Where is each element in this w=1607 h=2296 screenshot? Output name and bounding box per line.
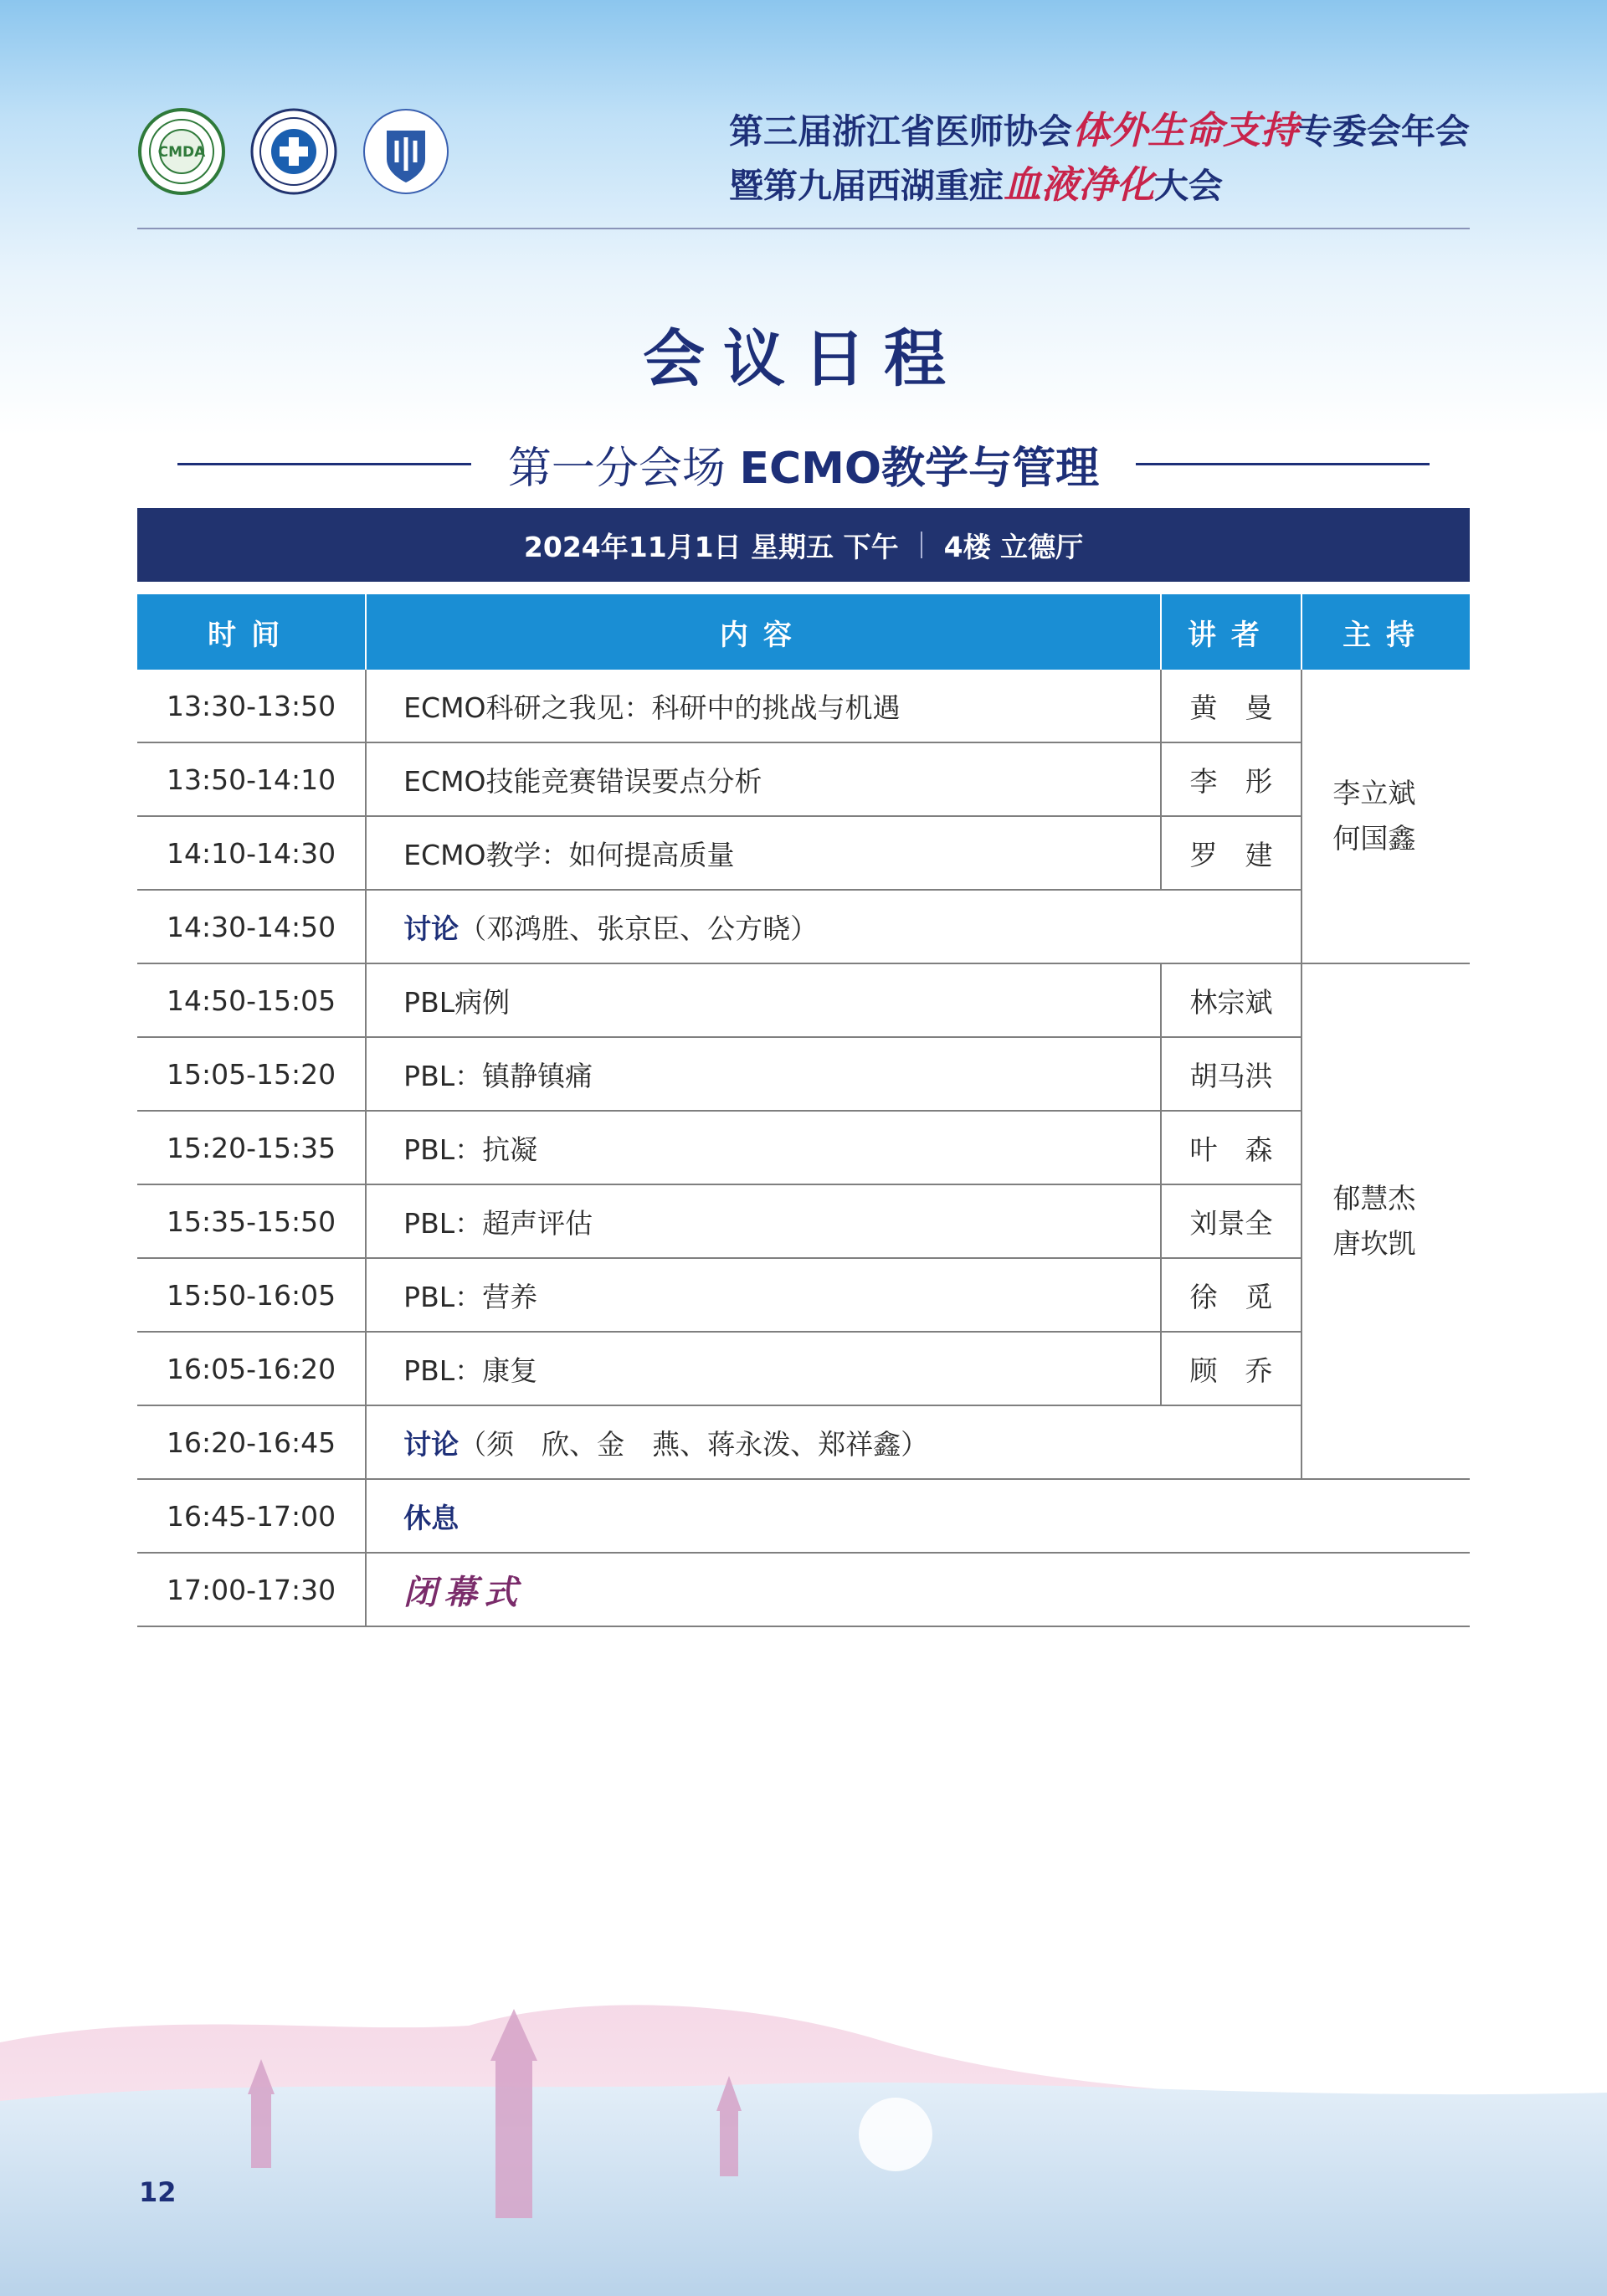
time-cell: 13:50-14:10: [137, 742, 366, 816]
time-cell: 14:30-14:50: [137, 890, 366, 963]
host-name: 郁慧杰: [1332, 1182, 1416, 1215]
table-row: [137, 1479, 1470, 1553]
session-date: 2024年11月1日 星期五 下午: [523, 530, 899, 563]
host-name: 何国鑫: [1332, 822, 1416, 855]
time-cell: 13:30-13:50: [137, 670, 366, 742]
header-speaker: 讲者: [1161, 594, 1302, 670]
table-row: [137, 1037, 1470, 1111]
time-cell: 14:10-14:30: [137, 816, 366, 890]
conference-title: [729, 104, 1470, 213]
table-row: [137, 1553, 1470, 1626]
schedule-table: [137, 594, 1470, 1627]
table-header-row: [137, 594, 1470, 670]
table-row: [137, 1184, 1470, 1258]
content-cell: PBL：康复: [366, 1332, 1160, 1405]
conference-title-line1: [729, 104, 1470, 158]
time-cell: 15:05-15:20: [137, 1037, 366, 1111]
content-cell: ECMO技能竞赛错误要点分析: [366, 742, 1160, 816]
content-cell: PBL病例: [366, 963, 1160, 1037]
conference-title-line2: [729, 158, 1470, 213]
page-title: 会议日程: [643, 323, 964, 395]
logo-group: [137, 107, 450, 196]
time-cell: 15:50-16:05: [137, 1258, 366, 1332]
session-title-bold: ECMO教学与管理: [739, 443, 1100, 494]
session-heading: [177, 434, 1430, 494]
session-title-pre: 第一分会场: [507, 443, 726, 494]
speaker-cell: 罗 建: [1161, 816, 1302, 890]
title1-post: 专委会年会: [1298, 111, 1470, 152]
title2-highlight: 血液净化: [1003, 162, 1154, 207]
time-cell: 15:20-15:35: [137, 1111, 366, 1184]
session-location: 4楼 立德厅: [943, 530, 1084, 563]
speaker-cell: 林宗斌: [1161, 963, 1302, 1037]
speaker-cell: 刘景全: [1161, 1184, 1302, 1258]
header-host: 主持: [1302, 594, 1470, 670]
time-cell: 17:00-17:30: [137, 1553, 366, 1626]
society-logo: [249, 107, 338, 196]
cmda-logo: [137, 107, 226, 196]
table-row: [137, 1332, 1470, 1405]
table-row: [137, 890, 1470, 963]
title2-pre: 暨第九届西湖重症: [728, 166, 1004, 206]
host-name: 唐坎凯: [1332, 1227, 1416, 1260]
time-cell: 14:50-15:05: [137, 963, 366, 1037]
speaker-cell: 黄 曼: [1161, 670, 1302, 742]
speaker-cell: 李 彤: [1161, 742, 1302, 816]
discussion-cell: [366, 890, 1302, 963]
content-cell: ECMO教学：如何提高质量: [366, 816, 1160, 890]
svg-text:CMDA: CMDA: [157, 144, 206, 161]
content-cell: PBL：抗凝: [366, 1111, 1160, 1184]
time-cell: 15:35-15:50: [137, 1184, 366, 1258]
time-cell: 16:05-16:20: [137, 1332, 366, 1405]
date-separator: [921, 532, 922, 558]
speaker-cell: 顾 乔: [1161, 1332, 1302, 1405]
table-row: [137, 1258, 1470, 1332]
content-cell: PBL：镇静镇痛: [366, 1037, 1160, 1111]
header-content: 内容: [366, 594, 1160, 670]
content-cell: ECMO科研之我见：科研中的挑战与机遇: [366, 670, 1160, 742]
host-cell: [1302, 963, 1470, 1479]
title1-pre: 第三届浙江省医师协会: [728, 111, 1072, 152]
speaker-cell: 徐 觅: [1161, 1258, 1302, 1332]
table-row: [137, 742, 1470, 816]
heading-line-left: [177, 463, 471, 465]
content-cell: PBL：超声评估: [366, 1184, 1160, 1258]
speaker-cell: 胡马洪: [1161, 1037, 1302, 1111]
discussion-people: （邓鸿胜、张京臣、公方晓）: [459, 912, 819, 945]
table-row: [137, 670, 1470, 742]
header-time: 时间: [137, 594, 366, 670]
header-divider: [137, 228, 1470, 229]
table-row: [137, 816, 1470, 890]
table-row: [137, 1111, 1470, 1184]
table-row: [137, 1405, 1470, 1479]
page-number: 12: [139, 2176, 177, 2208]
host-name: 李立斌: [1332, 777, 1416, 809]
discussion-label: 讨论: [403, 1427, 460, 1461]
table-row: [137, 963, 1470, 1037]
content-cell: PBL：营养: [366, 1258, 1160, 1332]
time-cell: 16:20-16:45: [137, 1405, 366, 1479]
time-cell: 16:45-17:00: [137, 1479, 366, 1553]
title1-highlight: 体外生命支持: [1071, 108, 1298, 152]
discussion-label: 讨论: [403, 912, 460, 945]
discussion-people: （须 欣、金 燕、蒋永泼、郑祥鑫）: [459, 1427, 929, 1461]
session-date-bar: [137, 508, 1470, 582]
host-cell: [1302, 670, 1470, 963]
speaker-cell: 叶 森: [1161, 1111, 1302, 1184]
closing-ceremony-cell: 闭幕式: [366, 1553, 1470, 1626]
west-lake-illustration: [0, 1975, 1607, 2296]
break-cell: 休息: [366, 1479, 1470, 1553]
title2-post: 大会: [1154, 166, 1223, 206]
session-title: [508, 433, 1099, 496]
discussion-cell: [366, 1405, 1302, 1479]
heading-line-right: [1136, 463, 1430, 465]
hospital-logo: [362, 107, 450, 196]
